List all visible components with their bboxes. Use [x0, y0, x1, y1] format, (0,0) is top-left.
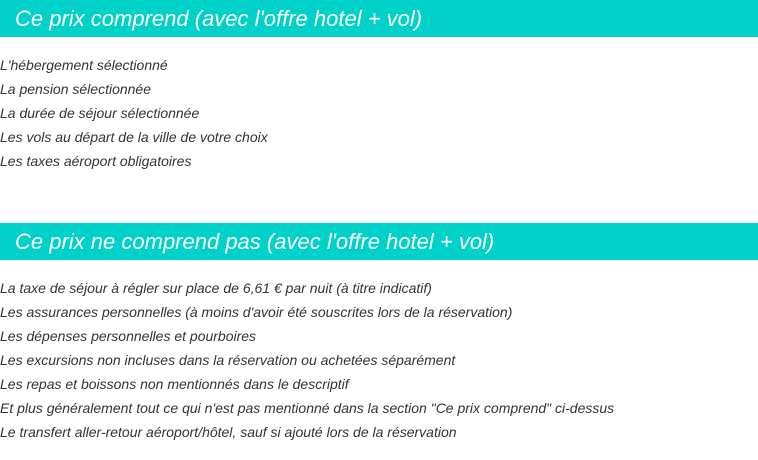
- list-item: Les dépenses personnelles et pourboires: [0, 328, 257, 344]
- list-item: Les repas et boissons non mentionnés dans le descriptif: [0, 376, 349, 392]
- list-item: Les assurances personnelles (à moins d'avoir été souscrites lors de la réservation): [0, 304, 513, 320]
- list-item: Les excursions non incluses dans la réservation ou achetées séparément: [0, 352, 456, 368]
- list-item: La pension sélectionnée: [0, 81, 152, 97]
- excluded-section-title: Ce prix ne comprend pas (avec l'offre hotel + vol): [0, 223, 758, 260]
- list-item: La durée de séjour sélectionnée: [0, 105, 200, 121]
- included-list: [0, 53, 268, 173]
- list-item: Et plus généralement tout ce qui n'est pas mentionné dans la section "Ce prix comprend" ci-dessus: [0, 400, 615, 416]
- list-item: Le transfert aller-retour aéroport/hôtel, sauf si ajouté lors de la réservation: [0, 424, 457, 440]
- list-item: Les vols au départ de la ville de votre choix: [0, 129, 268, 145]
- list-item: L'hébergement sélectionné: [0, 57, 168, 73]
- list-item: Les taxes aéroport obligatoires: [0, 153, 192, 169]
- list-item: La taxe de séjour à régler sur place de 6,61 € par nuit (à titre indicatif): [0, 280, 432, 296]
- excluded-list: [0, 276, 614, 444]
- included-section-title: Ce prix comprend (avec l'offre hotel + vol): [0, 0, 758, 37]
